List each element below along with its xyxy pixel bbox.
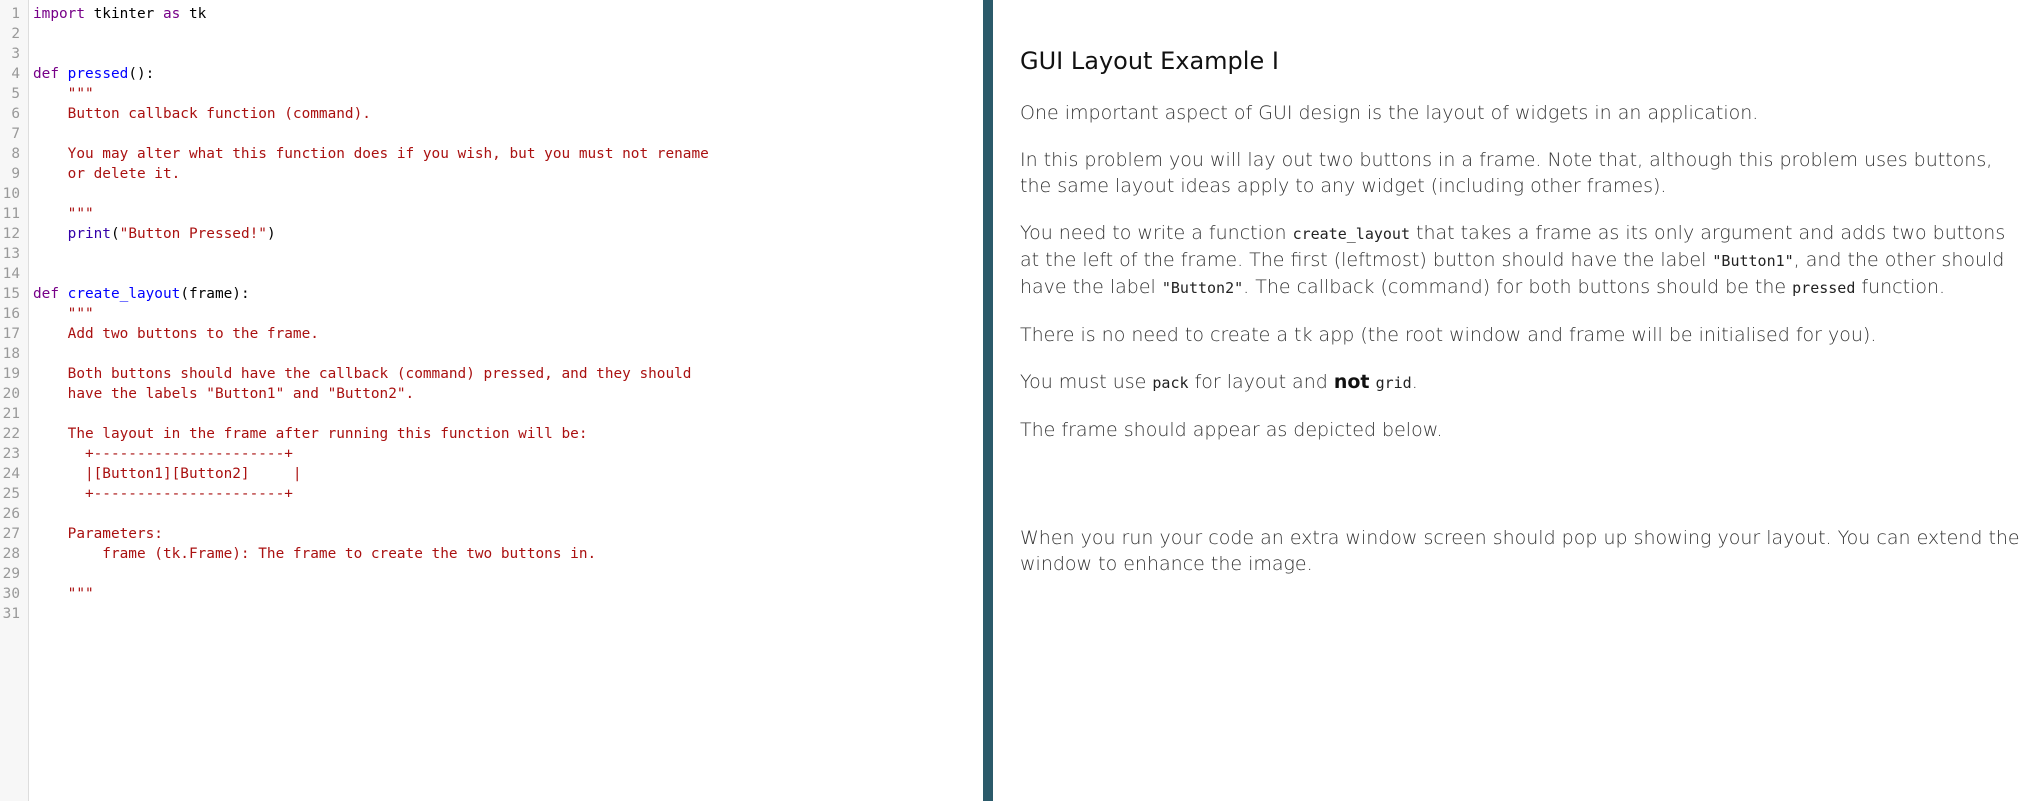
no-app-paragraph: There is no need to create a tk app (the root window and frame will be initialised for you).: [1020, 324, 1877, 346]
code-line[interactable]: [0, 204, 983, 224]
line-number: 23: [2, 446, 20, 462]
intro-paragraph: One important aspect of GUI design is the layout of widgets in an application.: [1020, 102, 1759, 124]
code-line[interactable]: [0, 584, 983, 604]
code-line[interactable]: [0, 164, 983, 184]
line-number: 16: [2, 306, 20, 322]
code-line[interactable]: [0, 344, 983, 364]
code-token: |[Button1][Button2] |: [33, 466, 302, 482]
emphasis-text: not: [1333, 371, 1370, 393]
code-token: or delete it.: [33, 166, 181, 182]
line-number: 24: [2, 466, 20, 482]
code-editor[interactable]: [0, 0, 983, 801]
pack-paragraph: [1020, 369, 2020, 396]
paragraph-text: You must use: [1020, 371, 1153, 393]
code-line[interactable]: [0, 44, 983, 64]
code-token: print: [67, 226, 111, 242]
code-token: ():: [128, 66, 155, 82]
code-token: tkinter: [84, 6, 163, 22]
line-number: 13: [2, 246, 20, 262]
code-line[interactable]: [0, 484, 983, 504]
code-line[interactable]: [0, 444, 983, 464]
line-number: 18: [2, 346, 20, 362]
code-token: def: [33, 286, 59, 302]
line-number: 30: [2, 586, 20, 602]
code-token: import: [33, 6, 85, 22]
line-number: 6: [11, 106, 20, 122]
panel-divider[interactable]: [983, 0, 993, 801]
code-token: have the labels "Button1" and "Button2".: [33, 386, 415, 402]
code-text[interactable]: [33, 544, 596, 564]
code-text[interactable]: [33, 464, 302, 484]
code-token: Button callback function (command).: [33, 106, 371, 122]
code-token: +----------------------+: [33, 486, 293, 502]
code-text[interactable]: [33, 204, 94, 224]
code-line[interactable]: [0, 324, 983, 344]
code-token: The layout in the frame after running this function will be:: [33, 426, 588, 442]
code-line[interactable]: [0, 144, 983, 164]
code-token: [59, 66, 68, 82]
code-token: as: [162, 6, 181, 22]
inline-code: create_layout: [1292, 225, 1410, 243]
code-line[interactable]: [0, 224, 983, 244]
code-token: tk: [180, 6, 207, 22]
code-text[interactable]: [33, 384, 414, 404]
code-token: """: [33, 206, 94, 222]
code-line[interactable]: [0, 104, 983, 124]
code-text[interactable]: [33, 164, 180, 184]
code-line[interactable]: [0, 304, 983, 324]
paragraph-text: function.: [1855, 276, 1946, 298]
code-text[interactable]: [33, 284, 250, 304]
line-number: 26: [2, 506, 20, 522]
code-token: create_layout: [67, 286, 181, 302]
paragraph-text: for layout and: [1188, 371, 1334, 393]
line-number: 8: [11, 146, 20, 162]
code-token: ): [266, 226, 276, 242]
code-line[interactable]: [0, 124, 983, 144]
line-number: 1: [11, 6, 20, 22]
code-token: Both buttons should have the callback (command) pressed, and they should: [33, 366, 692, 382]
line-number: 11: [2, 206, 20, 222]
code-text[interactable]: [33, 144, 709, 164]
code-text[interactable]: [33, 364, 691, 384]
problem-paragraph: In this problem you will lay out two buttons in a frame. Note that, although this problem uses buttons, the same layout ideas apply to any widget (including other frames).: [1020, 149, 1993, 197]
line-number: 2: [11, 26, 20, 42]
code-line[interactable]: [0, 604, 983, 624]
code-token: frame (tk.Frame): The frame to create the two buttons in.: [33, 546, 597, 562]
code-token: def: [33, 66, 59, 82]
paragraph-text: that takes a frame as its only argument and adds two buttons at the left of the frame. The first (leftmost) button should have the label: [1020, 222, 2006, 271]
paragraph-text: . The callback (command) for both buttons should be the: [1243, 276, 1793, 298]
line-number: 3: [11, 46, 20, 62]
line-number: 15: [2, 286, 20, 302]
code-line[interactable]: [0, 564, 983, 584]
line-number: 28: [2, 546, 20, 562]
code-line[interactable]: [0, 424, 983, 444]
code-line[interactable]: [0, 504, 983, 524]
code-area[interactable]: [0, 4, 983, 624]
code-text[interactable]: [33, 484, 293, 504]
code-token: """: [33, 586, 94, 602]
code-line[interactable]: [0, 244, 983, 264]
code-line[interactable]: [0, 184, 983, 204]
code-text[interactable]: [33, 104, 371, 124]
code-text[interactable]: [33, 64, 154, 84]
code-token: pressed: [67, 66, 129, 82]
line-number: 5: [11, 86, 20, 102]
run-code-paragraph: When you run your code an extra window screen should pop up showing your layout. You can extend the window to enhance the image.: [1020, 527, 2020, 575]
code-text[interactable]: [33, 524, 163, 544]
code-line[interactable]: [0, 404, 983, 424]
code-text[interactable]: [33, 84, 94, 104]
code-line[interactable]: [0, 64, 983, 84]
code-token: """: [33, 86, 94, 102]
inline-code: "Button2": [1161, 279, 1244, 297]
line-number: 19: [2, 366, 20, 382]
image-placeholder: [1020, 464, 2020, 525]
task-paragraph: [1020, 220, 2020, 301]
code-token: +----------------------+: [33, 446, 293, 462]
line-number: 29: [2, 566, 20, 582]
code-text[interactable]: [33, 584, 94, 604]
inline-code: grid: [1375, 374, 1412, 392]
code-text[interactable]: [33, 424, 588, 444]
frame-depiction-paragraph: The frame should appear as depicted below.: [1020, 419, 1443, 441]
code-token: You may alter what this function does if you wish, but you must not rename: [33, 146, 709, 162]
code-line[interactable]: [0, 384, 983, 404]
code-token: Parameters:: [33, 526, 163, 542]
paragraph-text: You need to write a function: [1020, 222, 1293, 244]
code-token: """: [33, 306, 94, 322]
line-number: 12: [2, 226, 20, 242]
code-text[interactable]: [33, 4, 206, 24]
line-number: 14: [2, 266, 20, 282]
instructions-panel: [1020, 44, 2020, 598]
code-line[interactable]: [0, 84, 983, 104]
paragraph-text: , and the other should have the label: [1020, 249, 2005, 298]
code-token: "Button Pressed!": [119, 226, 267, 242]
code-text[interactable]: [33, 324, 319, 344]
paragraph-text: .: [1411, 371, 1418, 393]
code-token: Add two buttons to the frame.: [33, 326, 319, 342]
code-text[interactable]: [33, 304, 94, 324]
code-line[interactable]: [0, 464, 983, 484]
line-number: 7: [11, 126, 20, 142]
line-number: 17: [2, 326, 20, 342]
code-token: (: [110, 226, 120, 242]
code-line[interactable]: [0, 544, 983, 564]
code-token: (frame):: [180, 286, 250, 302]
line-number: 27: [2, 526, 20, 542]
inline-code: pack: [1152, 374, 1189, 392]
line-number: 25: [2, 486, 20, 502]
line-number: 10: [2, 186, 20, 202]
inline-code: pressed: [1792, 279, 1856, 297]
inline-code: "Button1": [1712, 252, 1794, 270]
line-number: 4: [11, 66, 20, 82]
code-line[interactable]: [0, 284, 983, 304]
line-number: 9: [11, 166, 20, 182]
code-token: [59, 286, 68, 302]
line-number: 20: [2, 386, 20, 402]
page-title: GUI Layout Example I: [1020, 47, 1279, 75]
code-line[interactable]: [0, 524, 983, 544]
code-text[interactable]: [33, 444, 293, 464]
code-text[interactable]: [33, 224, 276, 244]
code-token: [33, 226, 68, 242]
line-number: 21: [2, 406, 20, 422]
code-line[interactable]: [0, 264, 983, 284]
code-line[interactable]: [0, 24, 983, 44]
line-number: 31: [2, 606, 20, 622]
code-line[interactable]: [0, 364, 983, 384]
line-number: 22: [2, 426, 20, 442]
code-line[interactable]: [0, 4, 983, 24]
